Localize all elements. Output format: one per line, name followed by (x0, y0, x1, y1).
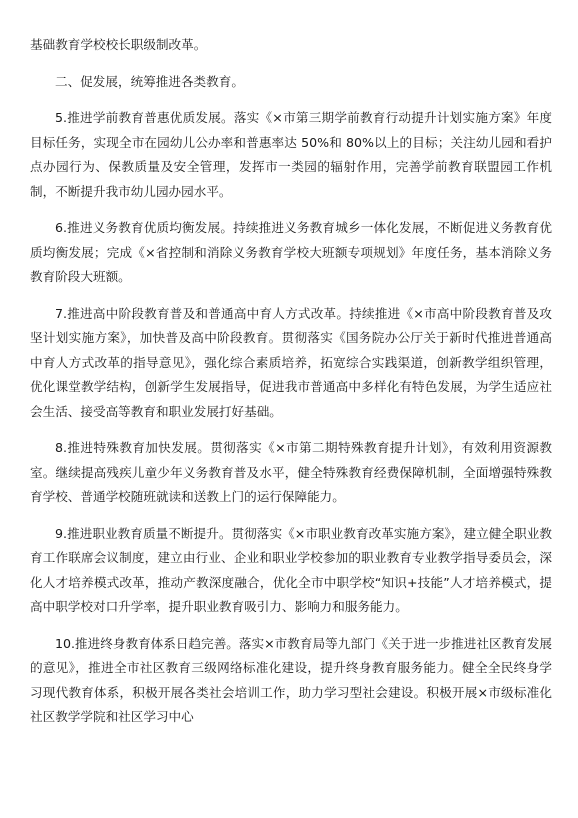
document-body (30, 33, 552, 742)
paragraph-item-5: 5.推进学前教育普惠优质发展。落实《×市第三期学前教育行动提升计划实施方案》年度目标任务，实现全市在园幼儿公办率和普惠率达 50%和 80%以上的目标；关注幼儿园和看护点办园行为、保教质量及安全管理，发挥市一类园的辐射作用，完善学前教育联盟园工作机制，不断提升我市幼儿园办园水平。 (30, 110, 552, 199)
paragraph-continuation: 基础教育学校校长职级制改革。 (30, 37, 207, 52)
paragraph-item-7: 7.推进高中阶段教育普及和普通高中育人方式改革。持续推进《×市高中阶段教育普及攻坚计划实施方案》，加快普及高中阶段教育。贯彻落实《国务院办公厅关于新时代推进普通高中育人方式改革的指导意见》，强化综合素质培养，拓宽综合实践渠道，创新教学组织管理，优化课堂教学结构，创新学生发展指导，促进我市普通高中多样化有特色发展，为学生适应社会生活、接受高等教育和职业发展打好基础。 (30, 305, 552, 419)
paragraph-item-10: 10.推进终身教育体系日趋完善。落实×市教育局等九部门《关于进一步推进社区教育发展的意见》，推进全市社区教育三级网络标准化建设，提升终身教育服务能力。健全全民终身学习现代教育体系，积极开展各类社会培训工作，助力学习型社会建设。积极开展×市级标准化社区教学学院和社区学习中心 (30, 635, 552, 724)
paragraph-item-6: 6.推进义务教育优质均衡发展。持续推进义务教育城乡一体化发展，不断促进义务教育优质均衡发展；完成《×省控制和消除义务教育学校大班额专项规划》年度任务，基本消除义务教育阶段大班额。 (30, 220, 552, 284)
paragraph-item-8: 8.推进特殊教育加快发展。贯彻落实《×市第二期特殊教育提升计划》，有效利用资源教室。继续提高残疾儿童少年义务教育普及水平，健全特殊教育经费保障机制，全面增强特殊教育学校、普通学校随班就读和送教上门的运行保障能力。 (30, 440, 552, 504)
paragraph-item-9: 9.推进职业教育质量不断提升。贯彻落实《×市职业教育改革实施方案》，建立健全职业教育工作联席会议制度，建立由行业、企业和职业学校参加的职业教育专业教学指导委员会，深化人才培养模式改革，推动产教深度融合，优化全市中职学校“知识+技能”人才培养模式，提高中职学校对口升学率，提升职业教育吸引力、影响力和服务能力。 (30, 525, 552, 614)
section-heading: 二、促发展，统筹推进各类教育。 (55, 73, 244, 89)
